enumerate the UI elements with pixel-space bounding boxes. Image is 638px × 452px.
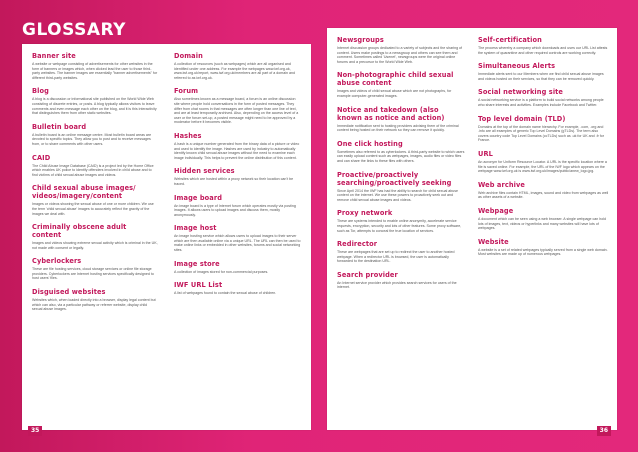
glossary-term: Blog — [32, 87, 49, 96]
glossary-entry — [478, 207, 609, 231]
glossary-term: IWF URL List — [174, 281, 223, 290]
glossary-column — [337, 28, 465, 430]
glossary-definition: These are webpages that are set up to redirect the user to another hosted webpage. When a redirector URL is browsed, the user is automatically forwarded to the destination URL. — [337, 250, 455, 264]
glossary-entry — [478, 181, 609, 200]
glossary-definition: A document which can be seen using a web browser. A single webpage can hold lots of images, text, videos or hyperlinks and many websites will have lots of webpages. — [478, 216, 607, 231]
glossary-term: Social networking site — [478, 88, 564, 97]
glossary-entry — [337, 271, 465, 290]
glossary-term: Non-photographic child sexual abuse content — [337, 71, 454, 88]
glossary-term: Image store — [174, 259, 220, 268]
glossary-definition: A hash is a unique number generated from the binary data of a picture or video and used to identify the image. Hashes are used by industry to automatically identify known child sexual abuse images without the need to examine each image individually. This helps to prevent the online distribution of this content. — [174, 141, 300, 160]
glossary-definition: These are systems intended to enable online anonymity, accelerate service requests, encryption, security and lots of other features. Some proxy software, such as Tor, attempts to conceal the true location of services. — [337, 219, 462, 233]
glossary-entry — [174, 224, 302, 252]
glossary-term: Banner site — [32, 52, 76, 60]
glossary-definition: Immediate notification sent to hosting providers advising them of the criminal content being hosted on their network so they can remove it quickly. — [337, 123, 459, 133]
glossary-entry — [32, 154, 158, 178]
glossary-definition: An image hosting service which allows users to upload images to their server which are then available online via a unique URL. The URL can then be used to make online links or embedded in other websites, forums and social networking sites. — [174, 234, 301, 253]
glossary-term: Forum — [174, 87, 199, 96]
glossary-entry — [337, 106, 465, 133]
glossary-definition: Websites which, when loaded directly into a browser, display legal content but which can also, via a particular pathway or referrer website, display child sexual abuse images. — [32, 298, 156, 312]
glossary-definition: An acronym for Uniform Resource Locator. A URL is the specific location where a file is saved online. For example, the URL of the IWF logo which appears on the webpage www.iwf.org.uk is www.iwf.org.uk/images/public/anew_logo.jpg. — [478, 159, 607, 174]
glossary-definition: A collection of images stored for non-commercial purposes. — [174, 269, 269, 274]
glossary-term: Web archive — [478, 180, 525, 189]
glossary-definition: Websites which are hosted within a proxy network so their location can't be traced. — [174, 177, 294, 186]
glossary-definition: Images or videos showing the sexual abuse of one or more children. We use the term 'child sexual abuse' images to accurately reflect the gravity of the images we deal with. — [32, 202, 154, 216]
glossary-term: Redirector — [337, 240, 378, 249]
glossary-term: Newsgroups — [337, 36, 384, 44]
glossary-entry — [174, 132, 302, 160]
glossary-entry — [337, 209, 465, 233]
glossary-definition: An Internet service provider which provides search services for users of the internet. — [337, 280, 457, 290]
glossary-entry — [174, 194, 302, 218]
glossary-entry — [174, 167, 302, 186]
glossary-term: Criminally obscene adult content — [32, 223, 127, 240]
glossary-entry — [32, 123, 158, 147]
glossary-entry — [478, 36, 609, 55]
glossary-entry — [337, 71, 465, 98]
glossary-column — [174, 44, 302, 430]
glossary-entry — [337, 36, 465, 64]
page-title: GLOSSARY — [22, 20, 126, 40]
glossary-definition: Immediate alerts sent to our Members when we find child sexual abuse images and videos hosted on their services, so that they can be removed quickly. — [478, 72, 604, 81]
glossary-definition: The process whereby a company which downloads and uses our URL List attests the system of quarantine and other required controls are working correctly. — [478, 46, 608, 55]
glossary-term: Image board — [174, 193, 223, 202]
glossary-panel-left — [22, 44, 311, 430]
glossary-definition: An image board is a type of Internet forum which operates mostly via posting images. It allows users to upload images and discuss them, mostly anonymously. — [174, 203, 296, 217]
glossary-term: Proactive/proactively searching/proactively seeking — [337, 170, 452, 187]
glossary-entry — [478, 115, 609, 143]
glossary-definition: A list of webpages found to contain the sexual abuse of children. — [174, 291, 277, 296]
glossary-panel-right — [327, 28, 617, 430]
glossary-entry — [337, 171, 465, 203]
glossary-term: Disguised websites — [32, 288, 106, 297]
glossary-entry — [32, 257, 158, 281]
glossary-term: Self-certification — [478, 36, 542, 44]
glossary-entry — [174, 281, 302, 296]
glossary-term: Notice and takedown (also known as notice and action) — [337, 105, 445, 122]
glossary-definition: A social networking service is a platform to build social networks among people who share interests and activities. Examples include Facebook and Twitter. — [478, 98, 604, 107]
glossary-definition: A website is a set of related webpages typically served from a single web domain. Most websites are made up of numerous webpages. — [478, 247, 608, 257]
glossary-term: Child sexual abuse images/ videos/imagery/content — [32, 184, 136, 201]
glossary-entry — [478, 150, 609, 174]
glossary-definition: Sometimes also referred to as cyberlockers. A third-party website to which users can easily upload content such as webpages, images, audio files or video files and can share the links to these files with others. — [337, 149, 465, 163]
glossary-definition: A website or webpage consisting of advertisements for other websites in the form of banners or images which, when clicked lead the user to those third-party websites. The banner images are essentially "banner advertisements" for different third-party websites. — [32, 62, 158, 80]
glossary-entry — [32, 87, 158, 115]
glossary-term: CAID — [32, 153, 51, 162]
glossary-term: One click hosting — [337, 139, 403, 148]
glossary-term: Simultaneous Alerts — [478, 62, 556, 71]
glossary-definition: Also sometimes known as a message board, a forum is an online discussion site where people hold conversations in the form of posted messages. They differ from chat rooms in that messages are often longer than one line of text, and are at least temporarily archived. Also, depending on the access level of a user or the forum set-up, a posted message might need to be approved by a moderator before it becomes visible. — [174, 97, 299, 125]
glossary-entry — [337, 140, 465, 164]
glossary-term: Cyberlockers — [32, 257, 82, 266]
glossary-entry — [174, 87, 302, 125]
glossary-definition: The Child Abuse Image Database (CAID) is a project led by the Home Office which enables UK police to identify offenders involved in child abuse and to find victims of child sexual abuse images and videos. — [32, 163, 154, 177]
glossary-entry — [32, 52, 158, 80]
glossary-term: Proxy network — [337, 209, 393, 218]
glossary-definition: A bulletin board is an online message centre. Most bulletin board areas are devoted to specific topics. They allow you to post and to receive messages from, or to share comments with other users. — [32, 132, 152, 146]
glossary-term: Hidden services — [174, 167, 235, 176]
glossary-term: URL — [478, 149, 493, 158]
page-number-left: 35 — [28, 426, 42, 436]
glossary-definition: Web archive files contain HTML, images, sound and video from webpages as well as other assets of a website. — [478, 190, 609, 200]
glossary-term: Top level domain (TLD) — [478, 114, 566, 123]
glossary-term: Webpage — [478, 206, 514, 215]
page-number-right: 36 — [597, 426, 611, 436]
glossary-definition: A blog is a discussion or informational site published on the World Wide Web consisting of discrete entries, or posts. A blog typically allows visitors to leave comments and even message each other on the blog, and it is this interactivity that distinguishes them from other static websites. — [32, 97, 157, 116]
glossary-definition: Images and videos showing extreme sexual activity which is criminal in the UK, not made with consent or legally. — [32, 241, 158, 250]
glossary-definition: These are file hosting services, cloud storage services or online file storage providers. Cyberlockers are Internet hosting services specifically designed to host users' files. — [32, 267, 154, 281]
glossary-definition: Internet discussion groups dedicated to a variety of subjects and the sharing of content. Users make postings to a newsgroup and others can see them and comment. Sometimes called 'Usenet', newsgroups were the original online forums and a precursor to the World Wide Web. — [337, 46, 463, 64]
glossary-term: Search provider — [337, 270, 398, 279]
glossary-entry — [337, 240, 465, 264]
glossary-entry — [174, 52, 302, 80]
glossary-definition: Images and videos of child sexual abuse which are not photographs, for example computer-generated images. — [337, 89, 452, 98]
glossary-entry — [174, 260, 302, 275]
glossary-entry — [478, 62, 609, 81]
glossary-definition: Domains at the top of the domain name hierarchy. For example, .com, .org and .info are all examples of generic Top Level Domains (gTLDs). The term also covers country code Top Level Domains (ccTLDs) such as .uk for UK and .fr for France. — [478, 124, 604, 143]
glossary-term: Image host — [174, 224, 217, 233]
glossary-entry — [478, 238, 609, 257]
glossary-term: Website — [478, 237, 509, 246]
glossary-term: Bulletin board — [32, 122, 87, 131]
glossary-entry — [32, 223, 158, 250]
glossary-term: Domain — [174, 52, 203, 60]
glossary-entry — [32, 288, 158, 312]
glossary-entry — [478, 88, 609, 107]
glossary-definition: Since April 2014 the IWF has had the ability to search for child sexual abuse content on the internet. We use these powers to proactively seek out and remove child sexual abuse images and videos. — [337, 188, 459, 202]
glossary-term: Hashes — [174, 131, 202, 140]
glossary-definition: A collection of resources (such as webpages) which are all organised and identified under one address. For example the webpages www.iwf.org.uk, www.iwf.org.uk/report, www.iwf.org.uk/members are all part of a domain and referred to as iwf.org.uk. — [174, 62, 296, 80]
glossary-column — [32, 44, 158, 430]
glossary-column — [478, 28, 609, 430]
glossary-entry — [32, 184, 158, 216]
